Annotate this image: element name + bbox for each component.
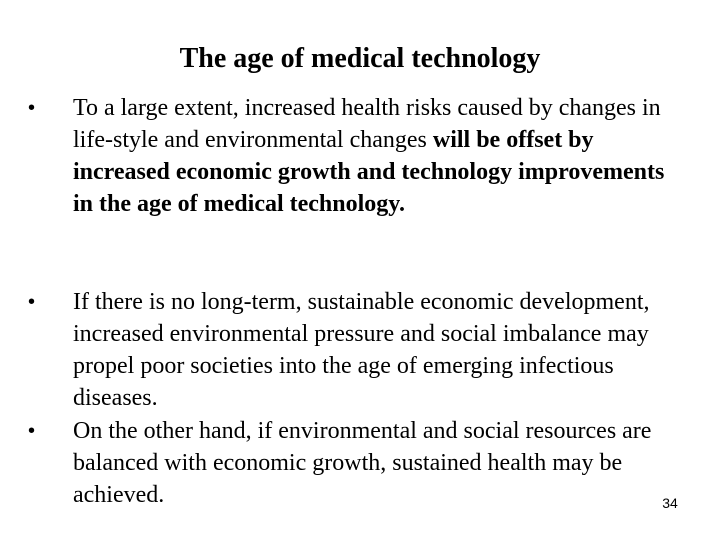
- bullet-text: [73, 92, 673, 220]
- bullet-text-regular: On the other hand, if environmental and social resources are balanced with economic growth, sustained health may be achieved.: [73, 418, 652, 508]
- bullet-marker: •: [28, 291, 36, 313]
- bullet-text-bold: will be offset by increased economic growth and technology improvements in the age of medical technology.: [73, 127, 665, 217]
- slide-title: The age of medical technology: [179, 43, 541, 74]
- bullet-text-regular: To a large extent, increased health risks caused by changes in life‑style and environmental changes: [73, 95, 661, 153]
- bullet-marker: •: [28, 97, 36, 119]
- bullet-text: [73, 286, 673, 414]
- slide-page-number: 34: [662, 495, 678, 511]
- bullet-text: [73, 415, 673, 511]
- bullet-text-regular: If there is no long‑term, sustainable economic development, increased environmental pressure and social imbalance may propel poor societies into the age of emerging infectious diseases.: [73, 289, 650, 411]
- bullet-marker: •: [28, 420, 36, 442]
